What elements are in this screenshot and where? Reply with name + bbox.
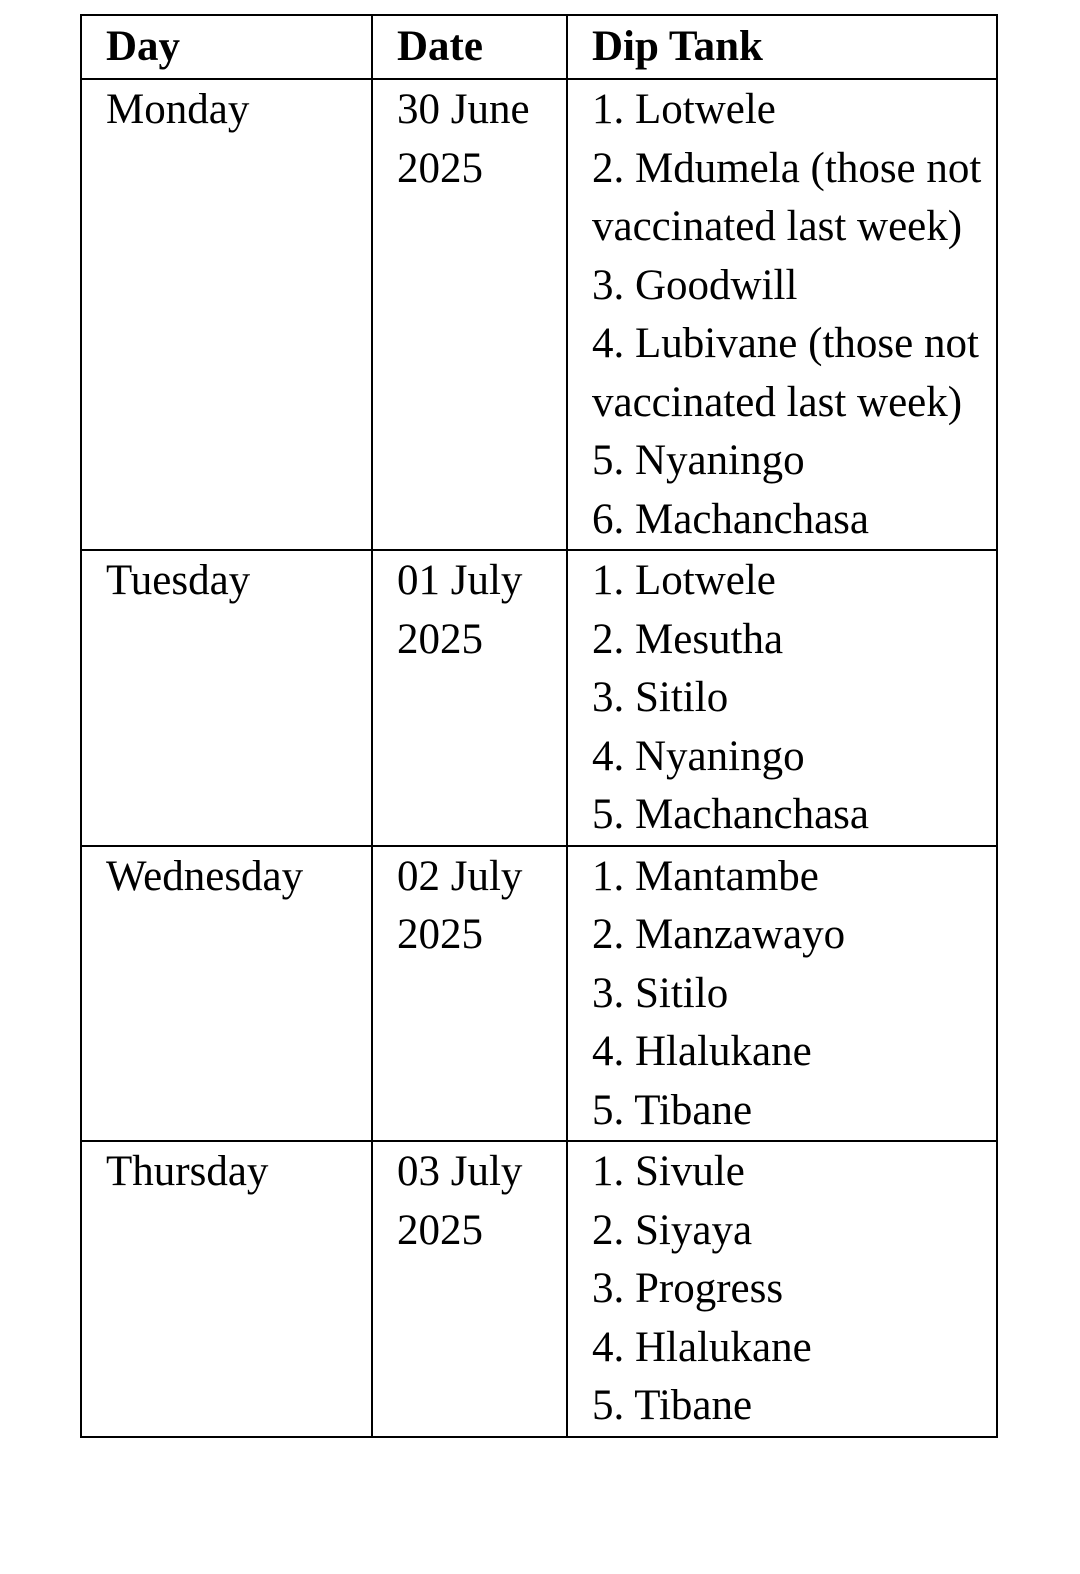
list-item: 5. Nyaningo (592, 437, 805, 484)
date-cell (372, 79, 567, 550)
day-cell: Wednesday (81, 846, 372, 1142)
list-item: 4. Lubivane (those not vaccinated last week) (592, 320, 979, 426)
dip-tank-cell (567, 550, 997, 846)
list-item: 1. Mantambe (592, 852, 819, 900)
date-cell (372, 846, 567, 1142)
date-text: 03 July (397, 1148, 523, 1195)
date-year: 2025 (397, 911, 483, 958)
dip-tank-cell (567, 1141, 997, 1437)
dip-tank-list (592, 81, 996, 549)
list-item: 3. Sitilo (592, 969, 729, 1017)
list-item: 5. Tibane (592, 1086, 753, 1134)
list-item: 3. Progress (592, 1265, 784, 1312)
date-cell (372, 550, 567, 846)
dip-tank-list (592, 848, 996, 1141)
date-text: 30 June (397, 86, 530, 133)
table-row (81, 1141, 997, 1437)
header-row (81, 15, 997, 79)
day-cell: Thursday (81, 1141, 372, 1437)
header-date: Date (372, 15, 567, 79)
table-row (81, 79, 997, 550)
list-item: 2. Manzawayo (592, 911, 846, 958)
date-year: 2025 (397, 144, 483, 192)
day-cell: Monday (81, 79, 372, 550)
list-item: 1. Lotwele (592, 557, 776, 604)
list-item: 1. Lotwele (592, 86, 776, 133)
vaccination-schedule-table (80, 14, 998, 1438)
list-item: 2. Mdumela (those not vaccinated last week) (592, 144, 982, 250)
list-item: 2. Mesutha (592, 615, 784, 663)
list-item: 5. Tibane (592, 1382, 753, 1429)
table-row (81, 550, 997, 846)
list-item: 4. Nyaningo (592, 732, 805, 780)
date-text: 01 July (397, 557, 523, 604)
header-day: Day (81, 15, 372, 79)
list-item: 4. Hlalukane (592, 1323, 812, 1371)
dip-tank-cell (567, 79, 997, 550)
day-cell: Tuesday (81, 550, 372, 846)
dip-tank-cell (567, 846, 997, 1142)
list-item: 6. Machanchasa (592, 495, 869, 543)
header-dip-tank: Dip Tank (567, 15, 997, 79)
date-text: 02 July (397, 852, 523, 900)
dip-tank-list (592, 1143, 996, 1436)
list-item: 1. Sivule (592, 1148, 745, 1195)
list-item: 5. Machanchasa (592, 791, 869, 838)
list-item: 3. Goodwill (592, 261, 798, 309)
list-item: 3. Sitilo (592, 674, 729, 721)
date-cell (372, 1141, 567, 1437)
list-item: 2. Siyaya (592, 1206, 753, 1254)
date-year: 2025 (397, 615, 483, 663)
dip-tank-list (592, 552, 996, 845)
table-row (81, 846, 997, 1142)
date-year: 2025 (397, 1206, 483, 1254)
list-item: 4. Hlalukane (592, 1028, 812, 1075)
